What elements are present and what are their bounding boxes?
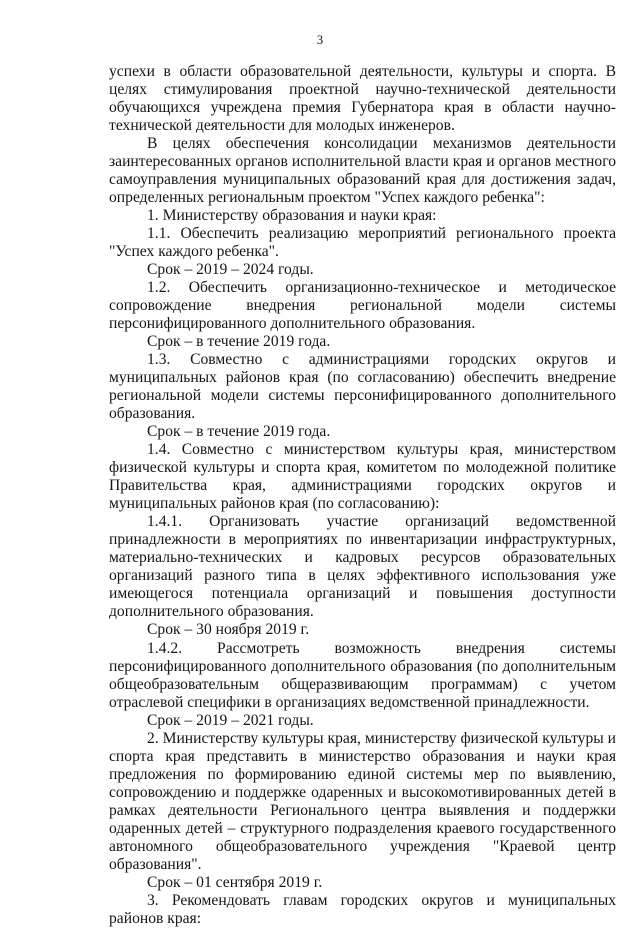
- item-1-4: 1.4. Совместно с министерством культуры края, министерством физической культуры и спорта края, комитетом по молодежной политике Правительства края, администрациями городских округов и муниципальных районов края (по согласованию):: [109, 441, 616, 513]
- item-1-1: 1.1. Обеспечить реализацию мероприятий регионального проекта "Успех каждого ребенка".: [109, 225, 616, 261]
- item-2: 2. Министерству культуры края, министерству физической культуры и спорта края представить в министерство образования и науки края предложения по формированию единой системы мер по выявлению, сопровождению и поддержке одаренных и высокомотивированных детей в рамках деятельности Регионального центра выявления и поддержки одаренных детей – структурного подразделения краевого государственного автономного общеобразовательного учреждения "Краевой центр образования".: [109, 729, 616, 873]
- page-number: 3: [316, 33, 324, 47]
- paragraph-intro-continuation: успехи в области образовательной деятельности, культуры и спорта. В целях стимулирования проектной научно-технической деятельности обучающихся учреждена премия Губернатора края в области научно-технической деятельности для молодых инженеров.: [109, 63, 616, 135]
- deadline-2: Срок – 01 сентября 2019 г.: [147, 873, 323, 891]
- deadline-1-3: Срок – в течение 2019 года.: [147, 423, 331, 441]
- item-1-2: 1.2. Обеспечить организационно-техническое и методическое сопровождение внедрения региональной модели системы персонифицированного дополнительного образования.: [109, 279, 616, 333]
- item-3: 3. Рекомендовать главам городских округов и муниципальных районов края:: [109, 891, 616, 927]
- item-1-3: 1.3. Совместно с администрациями городских округов и муниципальных районов края (по согласованию) обеспечить внедрение региональной модели системы персонифицированного дополнительного образования.: [109, 351, 616, 423]
- deadline-1-1: Срок – 2019 – 2024 годы.: [147, 261, 314, 279]
- deadline-1-2: Срок – в течение 2019 года.: [147, 333, 331, 351]
- paragraph-consolidation-goal: В целях обеспечения консолидации механизмов деятельности заинтересованных органов исполнительной власти края и органов местного самоуправления муниципальных образований края для достижения задач, определенных региональным проектом "Успех каждого ребенка":: [109, 135, 616, 207]
- item-1-ministry-education: 1. Министерству образования и науки края:: [147, 207, 437, 225]
- deadline-1-4-2: Срок – 2019 – 2021 годы.: [147, 711, 314, 729]
- deadline-1-4-1: Срок – 30 ноября 2019 г.: [147, 621, 310, 639]
- item-1-4-1: 1.4.1. Организовать участие организаций ведомственной принадлежности в мероприятиях по инвентаризации инфраструктурных, материально-технических и кадровых ресурсов образовательных организаций разного типа в целях эффективного использования уже имеющегося потенциала организаций и повышения доступности дополнительного образования.: [109, 513, 616, 621]
- document-body: [109, 63, 616, 928]
- item-1-4-2: 1.4.2. Рассмотреть возможность внедрения системы персонифицированного дополнительного образования (по дополнительным общеобразовательным общеразвивающим программам) с учетом отраслевой специфики в организациях ведомственной принадлежности.: [109, 639, 616, 711]
